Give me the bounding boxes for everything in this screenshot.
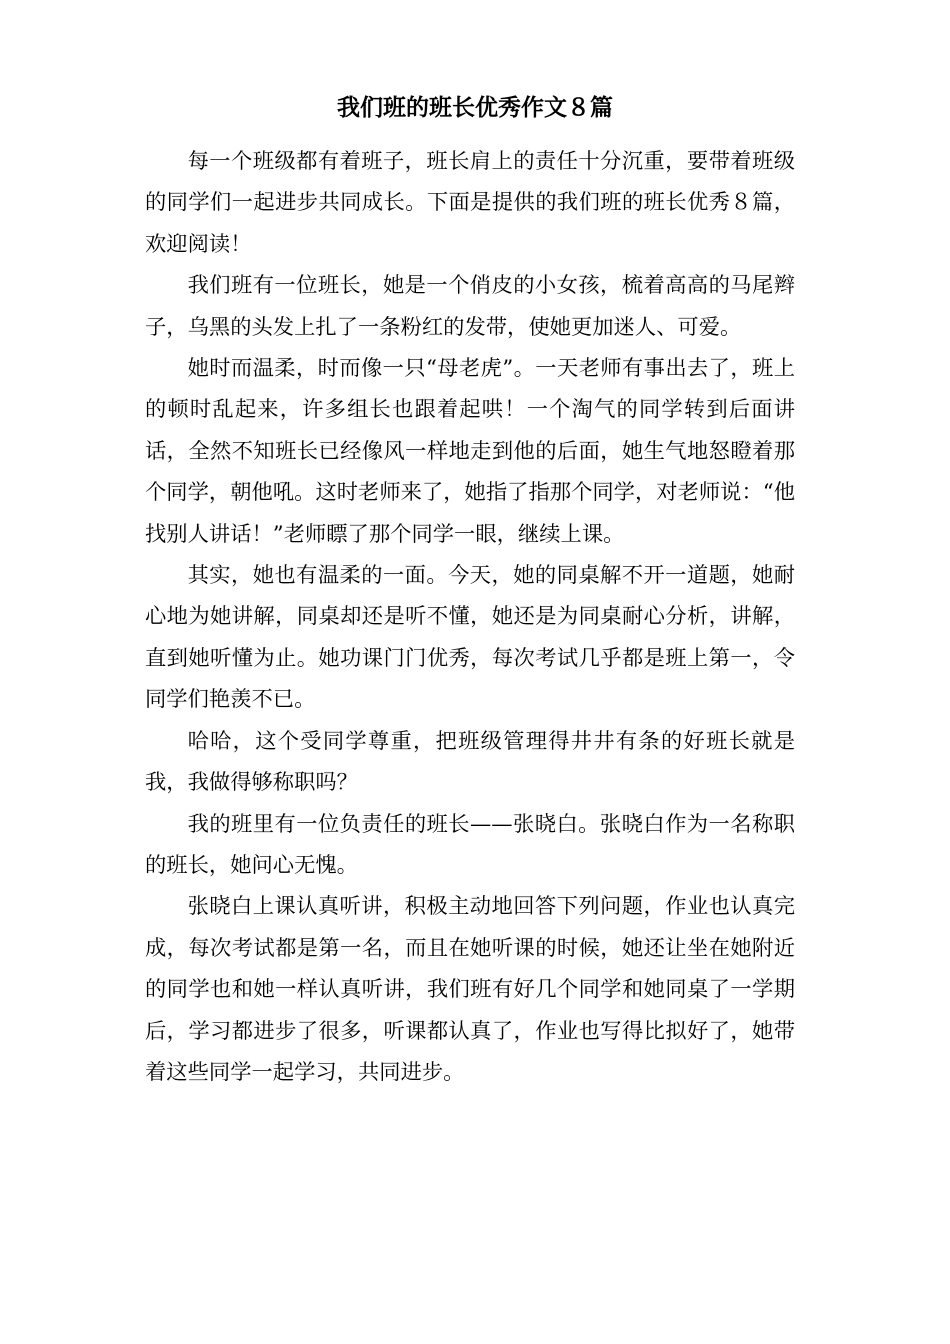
paragraph: 她时而温柔，时而像一只“母老虎”。一天老师有事出去了，班上的顿时乱起来，许多组长也跟着起哄！一个淘气的同学转到后面讲话，全然不知班长已经像风一样地走到他的后面，她生气地怒瞪着那个同学，朝他吼。这时老师来了，她指了指那个同学，对老师说：“他找别人讲话！”老师瞟了那个同学一眼，继续上课。 <box>145 356 795 547</box>
paragraph: 哈哈，这个受同学尊重，把班级管理得井井有条的好班长就是我，我做得够称职吗？ <box>145 728 795 796</box>
paragraph: 其实，她也有温柔的一面。今天，她的同桌解不开一道题，她耐心地为她讲解，同桌却还是听不懂，她还是为同桌耐心分析，讲解，直到她听懂为止。她功课门门优秀，每次考试几乎都是班上第一，令同学们艳羡不已。 <box>145 563 795 713</box>
paragraph: 张晓白上课认真听讲，积极主动地回答下列问题，作业也认真完成，每次考试都是第一名，而且在她听课的时候，她还让坐在她附近的同学也和她一样认真听讲，我们班有好几个同学和她同桌了一学期后，学习都进步了很多，听课都认真了，作业也写得比拟好了，她带着这些同学一起学习，共同进步。 <box>145 894 795 1085</box>
document-title: 我们班的班长优秀作文８篇 <box>337 94 613 121</box>
document-body <box>145 141 795 1093</box>
paragraph-intro: 每一个班级都有着班子，班长肩上的责任十分沉重，要带着班级的同学们一起进步共同成长。下面是提供的我们班的班长优秀８篇，欢迎阅读！ <box>145 149 795 257</box>
paragraph: 我们班有一位班长，她是一个俏皮的小女孩，梳着高高的马尾辫子，乌黑的头发上扎了一条粉红的发带，使她更加迷人、可爱。 <box>145 273 795 340</box>
paragraph: 我的班里有一位负责任的班长——张晓白。张晓白作为一名称职的班长，她问心无愧。 <box>145 811 795 878</box>
